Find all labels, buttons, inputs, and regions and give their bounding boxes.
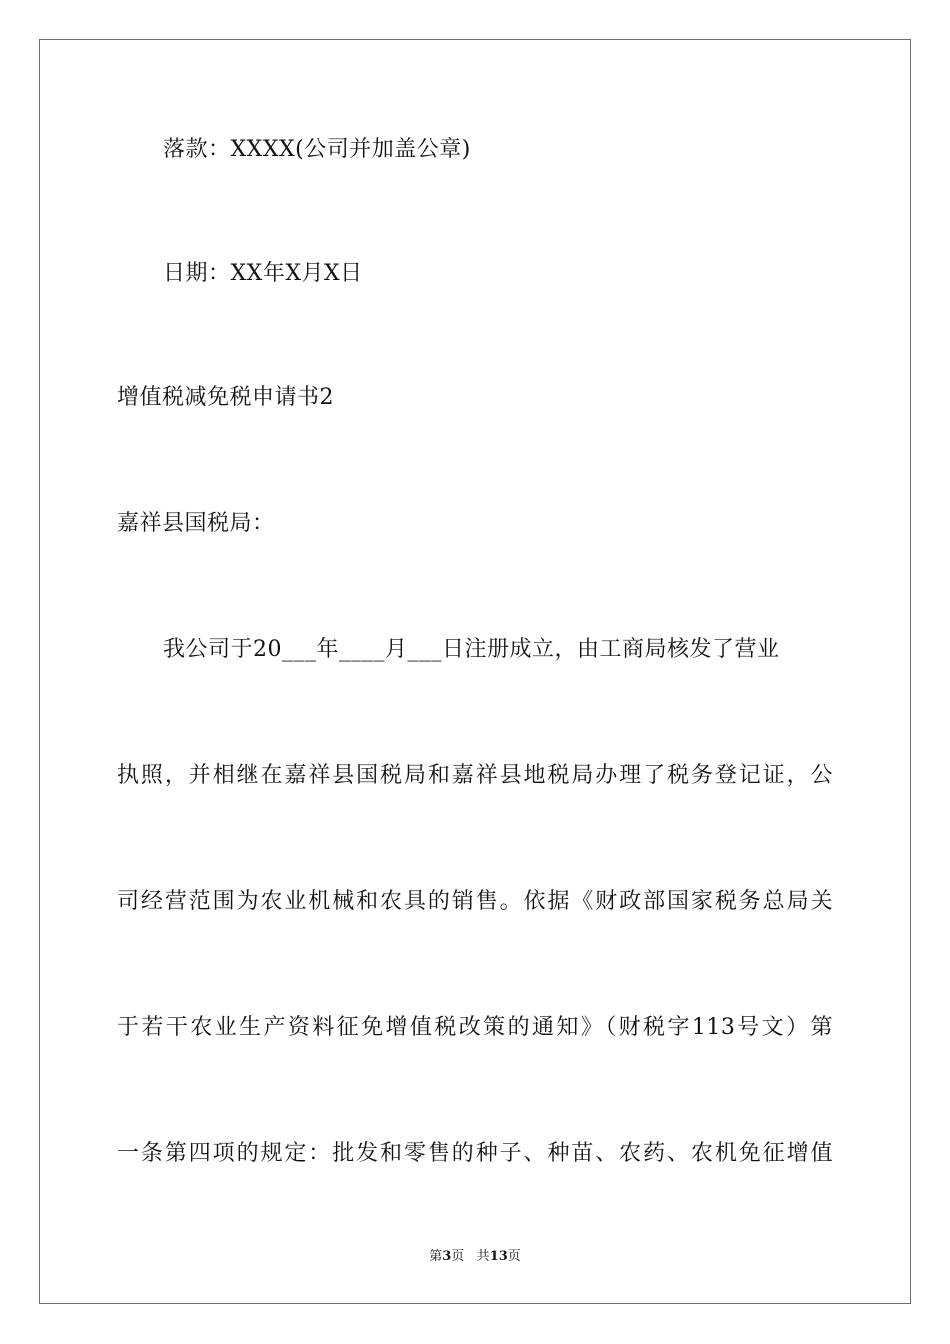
page-border: [39, 39, 911, 1304]
section-title: 增值税减免税申请书2: [117, 385, 334, 410]
footer-total-suffix: 页: [507, 1249, 521, 1264]
signature-line: 落款：XXXX(公司并加盖公章): [163, 137, 471, 162]
paragraph-line-4: 于若干农业生产资料征免增值税改策的通知》（财税字113号文）第: [117, 1015, 833, 1040]
footer-page-current: 3: [442, 1249, 452, 1264]
footer-page-prefix: 第: [429, 1249, 443, 1264]
paragraph-line-1: 我公司于20___年____月___日注册成立，由工商局核发了营业: [163, 637, 780, 662]
footer-total-prefix: 共: [476, 1249, 490, 1264]
footer-page-suffix: 页: [451, 1249, 465, 1264]
page-footer: [0, 1248, 950, 1266]
paragraph-line-5: 一条第四项的规定：批发和零售的种子、种苗、农药、农机免征增值: [117, 1141, 833, 1166]
addressee-line: 嘉祥县国税局：: [117, 511, 275, 536]
date-line: 日期：XX年X月X日: [163, 261, 363, 286]
paragraph-line-2: 执照，并相继在嘉祥县国税局和嘉祥县地税局办理了税务登记证，公: [117, 763, 833, 788]
paragraph-line-3: 司经营范围为农业机械和农具的销售。依据《财政部国家税务总局关: [117, 889, 833, 914]
footer-page-total: 13: [489, 1249, 508, 1264]
